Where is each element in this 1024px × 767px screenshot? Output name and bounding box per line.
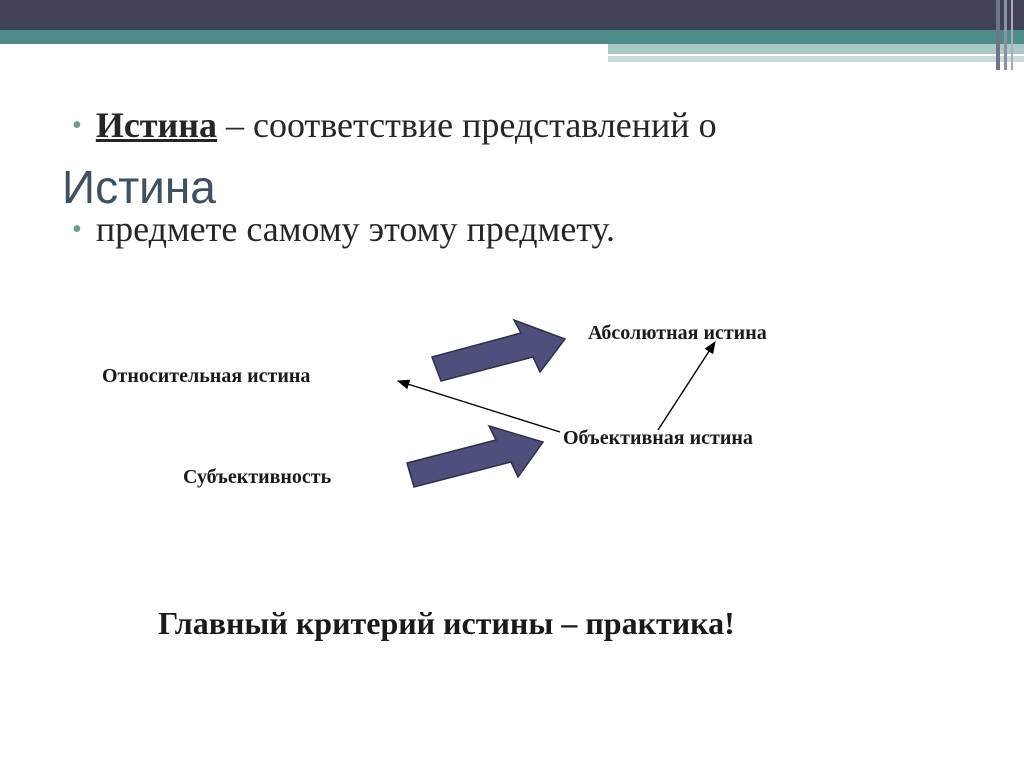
label-relative-truth: Относительная истина: [102, 365, 311, 387]
block-arrow-to-objective: [407, 426, 543, 487]
slide-title: Истина: [62, 161, 216, 213]
label-subjectivity: Субъективность: [183, 466, 332, 488]
bullet-1-text: – соответствие представлений о: [216, 105, 717, 145]
main-criterion: Главный критерий истины – практика!: [158, 605, 735, 641]
line-objective-to-relative: [398, 381, 560, 432]
block-arrow-to-absolute: [432, 320, 565, 381]
label-absolute-truth: Абсолютная истина: [588, 322, 767, 344]
bullet-1-term: Истина: [95, 105, 217, 145]
bullet-dot: •: [72, 110, 82, 141]
bullet-dot: •: [72, 214, 82, 245]
line-objective-to-absolute: [658, 342, 715, 430]
label-objective-truth: Объективная истина: [563, 427, 753, 449]
bullet-2-text: предмете самому этому предмету.: [95, 209, 615, 249]
